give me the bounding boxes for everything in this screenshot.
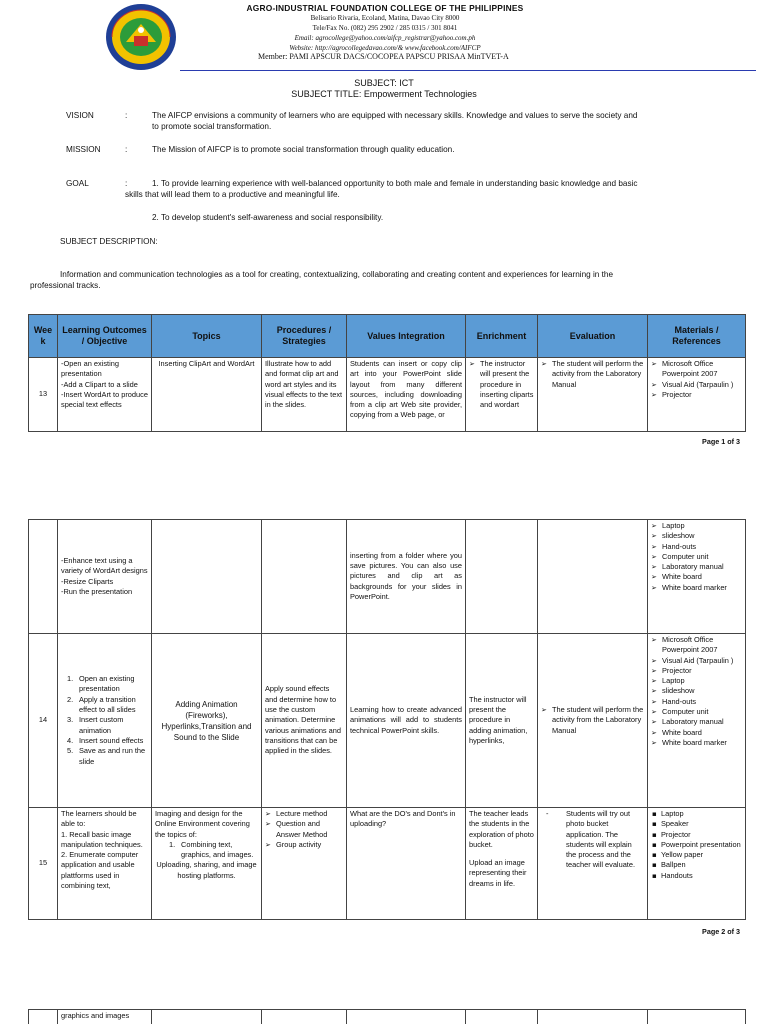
values-cell: What are the DO's and Dont's in uploading? [347, 808, 466, 920]
outcomes-cell: graphics and images [58, 1010, 152, 1024]
material-item: ▪ Projector [651, 830, 742, 840]
material-item: ➢ Microsoft Office Powerpoint 2007 [651, 359, 742, 380]
materials-cell [648, 358, 746, 432]
values-cell [347, 1010, 466, 1024]
lesson-table-page2 [28, 519, 746, 920]
goal-label: GOAL [66, 179, 89, 188]
page-number-2: Page 2 of 3 [702, 927, 740, 936]
material-item: ➢ slideshow [651, 531, 742, 541]
evaluation-cell [538, 520, 648, 634]
outcome-item: 4. Insert sound effects [67, 735, 144, 745]
vision-colon: : [125, 111, 128, 120]
description-text-1: Information and communication technologies as a tool for creating, contextualizing, collaborating and creating content and experiences for learning in the [60, 270, 613, 279]
member-line: Member: PAMI APSCUR DACS/COCOPEA PAPSCU PRISAA MinTVET-A [258, 52, 509, 61]
page-number-1: Page 1 of 3 [702, 437, 740, 446]
table-row [29, 520, 746, 634]
evaluation-text: Students will try out photo bucket application. The students will explain the process and the teacher will evaluate. [566, 809, 636, 870]
evaluation-cell [538, 634, 648, 808]
topics-cell [152, 808, 262, 920]
outcome-item: -Open an existing presentation [61, 359, 119, 379]
enrichment-cell [466, 1010, 538, 1024]
evaluation-cell [538, 358, 648, 432]
outcomes-cell [58, 358, 152, 432]
procedures-cell [262, 1010, 347, 1024]
material-item: ➢ Laptop [651, 676, 742, 686]
col-evaluation: Evaluation [538, 315, 648, 358]
enrichment-cell [466, 520, 538, 634]
material-item: ➢ Laboratory manual [651, 717, 742, 727]
material-item: ➢ White board marker [651, 738, 742, 748]
school-header [180, 3, 590, 53]
school-logo [104, 2, 178, 72]
materials-cell [648, 634, 746, 808]
enrichment-item: ➢ The instructor will present the procedure in inserting cliparts and wordart [469, 359, 534, 410]
vision-text-2: to promote social transformation. [152, 122, 272, 131]
material-item: ➢ White board marker [651, 583, 742, 593]
outcome-item: -Add a Clipart to a slide [61, 379, 138, 389]
enrichment-text-2: Upload an image representing their dreams in life. [469, 858, 527, 888]
outcome-item: -Insert WordArt to produce special text effects [61, 389, 148, 410]
outcome-item: -Resize Cliparts [61, 576, 114, 586]
procedures-cell [262, 520, 347, 634]
topics-rest: Uploading, sharing, and image hosting platforms. [156, 860, 257, 880]
school-website: Website: http://agrocollegedavao.com/& www.facebook.com/AIFCP [289, 44, 481, 52]
goal-text-1a: 1. To provide learning experience with well-balanced opportunity to both male and female in understanding basic knowledge and basic [152, 179, 638, 188]
school-telfax: Tele/Fax No. (082) 295 2902 / 285 0315 / 301 8041 [312, 24, 458, 32]
topics-cell [152, 1010, 262, 1024]
material-item: ➢ White board [651, 728, 742, 738]
procedure-item: ➢ Group activity [265, 840, 343, 850]
evaluation-item: ➢ The student will perform the activity from the Laboratory Manual [541, 359, 644, 390]
evaluation-dash: - [546, 809, 549, 818]
outcome-item: -Enhance text using a variety of WordArt designs [61, 555, 148, 576]
procedures-cell: Apply sound effects and determine how to use the custom animation. Determine various animations and transitions that can be applied in the slides. [262, 634, 347, 808]
values-cell: Students can insert or copy clip art into your PowerPoint slide layout from many different sources, including downloading from a clip art Web site provider, copying from a Web page, or [347, 358, 466, 432]
week-cell [29, 520, 58, 634]
table-header-row [29, 315, 746, 358]
materials-cell [648, 808, 746, 920]
col-outcomes: Learning Outcomes / Objective [58, 315, 152, 358]
evaluation-cell [538, 1010, 648, 1024]
outcome-item: 2. Apply a transition effect to all slides [67, 694, 136, 715]
materials-cell [648, 520, 746, 634]
values-cell: inserting from a folder where you save pictures. You can also use pictures and clip art as backgrounds for your slides in PowerPoint. [347, 520, 466, 634]
material-item: ▪ Handouts [651, 871, 742, 881]
topics-cell [152, 520, 262, 634]
mission-label: MISSION [66, 145, 101, 154]
outcome-item: 1. Open an existing presentation [67, 674, 135, 694]
procedure-item: ➢ Lecture method [265, 809, 343, 819]
school-name: AGRO-INDUSTRIAL FOUNDATION COLLEGE OF THE PHILIPPINES [246, 3, 524, 13]
goal-text-1b: skills that will lead them to a productive and meaningful life. [125, 190, 340, 199]
material-item: ▪ Yellow paper [651, 850, 742, 860]
table-row [29, 634, 746, 808]
material-item: ➢ Microsoft Office Powerpoint 2007 [651, 635, 742, 656]
outcomes-cell: The learners should be able to: 1. Recall basic image manipulation techniques. 2. Enumerate computer application and usable plattforms used in combining text, [58, 808, 152, 920]
material-item: ➢ slideshow [651, 686, 742, 696]
subject-line: SUBJECT: ICT [354, 78, 414, 88]
material-item: ➢ Laptop [651, 521, 742, 531]
week-cell: 13 [29, 358, 58, 432]
header-rule [180, 70, 756, 71]
enrichment-cell [466, 358, 538, 432]
enrichment-text-1: The teacher leads the students in the exploration of photo bucket. [469, 809, 534, 849]
material-item: ▪ Laptop [651, 809, 742, 819]
outcome-item: 5. Save as and run the slide [67, 746, 146, 766]
material-item: ▪ Ballpen [651, 860, 742, 870]
materials-cell [648, 1010, 746, 1024]
table-row [29, 358, 746, 432]
school-email: Email: agrocollege@yahoo.com/aifcp_registrar@yahoo.com.ph [294, 34, 476, 42]
material-item: ➢ Visual Aid (Tarpaulin ) [651, 656, 742, 666]
vision-text-1: The AIFCP envisions a community of learners who are equipped with necessary skills. Knowledge and values to serve the society and [152, 111, 638, 120]
topics-intro: Imaging and design for the Online Environment covering the topics of: [155, 809, 250, 839]
evaluation-cell [538, 808, 648, 920]
col-week: Wee k [29, 315, 58, 358]
material-item: ▪ Powerpoint presentation [651, 840, 742, 850]
outcomes-cell [58, 634, 152, 808]
lesson-table-page3 [28, 1009, 746, 1024]
school-address: Belisario Rivaria, Ecoland, Matina, Davao City 8000 [310, 14, 460, 22]
outcome-item: 3. Insert custom animation [67, 715, 124, 735]
week-cell: 15 [29, 808, 58, 920]
procedure-item: ➢ Question and Answer Method [265, 819, 343, 840]
table-row [29, 1010, 746, 1024]
col-enrichment: Enrichment [466, 315, 538, 358]
material-item: ➢ Hand-outs [651, 542, 742, 552]
material-item: ➢ White board [651, 572, 742, 582]
week-cell: 14 [29, 634, 58, 808]
table-row [29, 808, 746, 920]
outcome-item: -Run the presentation [61, 586, 133, 596]
outcomes-cell [58, 520, 152, 634]
material-item: ➢ Computer unit [651, 707, 742, 717]
material-item: ➢ Hand-outs [651, 697, 742, 707]
subject-title: SUBJECT TITLE: Empowerment Technologies [291, 89, 477, 99]
vision-label: VISION [66, 111, 94, 120]
col-materials: Materials / References [648, 315, 746, 358]
material-item: ➢ Visual Aid (Tarpaulin ) [651, 380, 742, 390]
col-topics: Topics [152, 315, 262, 358]
enrichment-cell [466, 808, 538, 920]
values-cell: Learning how to create advanced animations will add to students technical PowerPoint skills. [347, 634, 466, 808]
goal-text-2: 2. To develop student's self-awareness and social responsibility. [152, 213, 384, 222]
material-item: ➢ Projector [651, 666, 742, 676]
topics-cell: Inserting ClipArt and WordArt [152, 358, 262, 432]
material-item: ➢ Laboratory manual [651, 562, 742, 572]
lesson-table-page1 [28, 314, 746, 432]
week-cell [29, 1010, 58, 1024]
mission-text: The Mission of AIFCP is to promote social transformation through quality education. [152, 145, 455, 154]
goal-colon: : [125, 179, 128, 188]
material-item: ➢ Projector [651, 390, 742, 400]
description-text-2: professional tracks. [30, 281, 101, 290]
topics-cell: Adding Animation (Fireworks), Hyperlinks,Transition and Sound to the Slide [152, 634, 262, 808]
material-item: ▪ Speaker [651, 819, 742, 829]
enrichment-cell: The instructor will present the procedure in adding animation, hyperlinks, [466, 634, 538, 808]
mission-colon: : [125, 145, 128, 154]
procedures-cell [262, 808, 347, 920]
evaluation-item: ➢ The student will perform the activity from the Laboratory Manual [541, 705, 644, 736]
procedures-cell: Illustrate how to add and format clip art and word art styles and its visual effects to the text in the slides. [262, 358, 347, 432]
topic-item: 1. Combining text, graphics, and images. [169, 839, 254, 860]
description-label: SUBJECT DESCRIPTION: [60, 237, 158, 246]
col-values: Values Integration [347, 315, 466, 358]
col-procedures: Procedures / Strategies [262, 315, 347, 358]
material-item: ➢ Computer unit [651, 552, 742, 562]
